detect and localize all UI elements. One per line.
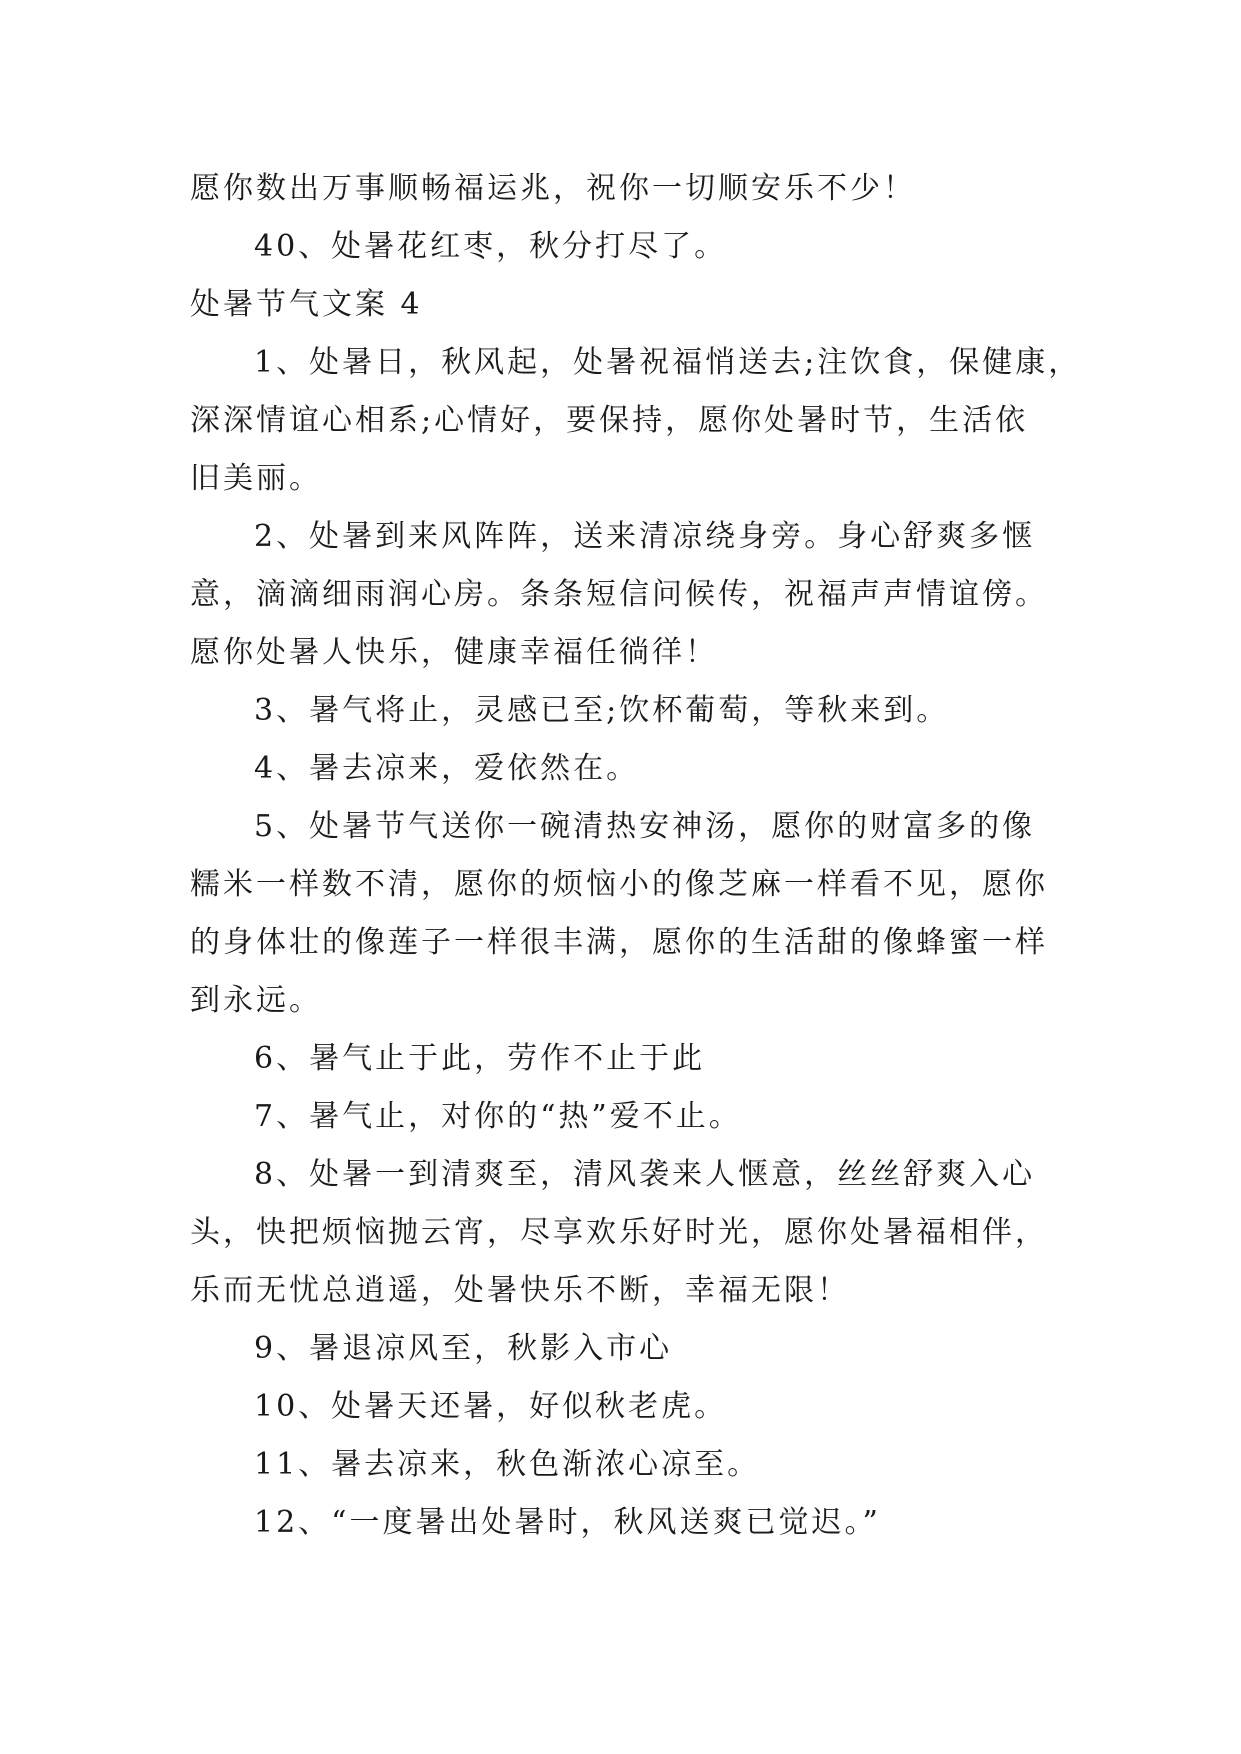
text-line: 糯米一样数不清，愿你的烦恼小的像芝麻一样看不见，愿你 bbox=[190, 867, 1048, 902]
text-line: 12、“一度暑出处暑时，秋风送爽已觉迟。” bbox=[254, 1505, 881, 1540]
text-line: 乐而无忧总逍遥，处暑快乐不断，幸福无限！ bbox=[190, 1273, 850, 1308]
text-line: 深深情谊心相系;心情好，要保持，愿你处暑时节，生活依 bbox=[190, 403, 1029, 438]
text-line: 3、暑气将止，灵感已至;饮杯葡萄，等秋来到。 bbox=[254, 693, 950, 728]
text-line: 旧美丽。 bbox=[190, 461, 322, 496]
text-line: 愿你处暑人快乐，健康幸福任徜徉！ bbox=[190, 635, 718, 670]
text-line: 8、处暑一到清爽至，清风袭来人惬意，丝丝舒爽入心 bbox=[254, 1157, 1036, 1192]
text-line: 到永远。 bbox=[190, 983, 322, 1018]
text-line: 4、暑去凉来，爱依然在。 bbox=[254, 751, 640, 786]
text-line: 10、处暑天还暑，好似秋老虎。 bbox=[254, 1389, 728, 1424]
section-heading: 处暑节气文案 4 bbox=[190, 287, 423, 322]
text-line: 的身体壮的像莲子一样很丰满，愿你的生活甜的像蜂蜜一样 bbox=[190, 925, 1048, 960]
text-line: 5、处暑节气送你一碗清热安神汤，愿你的财富多的像 bbox=[254, 809, 1036, 844]
text-line: 1、处暑日，秋风起，处暑祝福悄送去;注饮食，保健康， bbox=[254, 345, 1082, 380]
text-line: 9、暑退凉风至，秋影入市心 bbox=[254, 1331, 673, 1366]
text-line: 6、暑气止于此，劳作不止于此 bbox=[254, 1041, 706, 1076]
text-line: 意，滴滴细雨润心房。条条短信问候传，祝福声声情谊傍。 bbox=[190, 577, 1048, 612]
text-line: 11、暑去凉来，秋色渐浓心凉至。 bbox=[254, 1447, 761, 1482]
text-line: 头，快把烦恼抛云宵，尽享欢乐好时光，愿你处暑福相伴， bbox=[190, 1215, 1048, 1250]
text-line: 7、暑气止，对你的“热”爱不止。 bbox=[254, 1099, 742, 1134]
text-line: 40、处暑花红枣，秋分打尽了。 bbox=[254, 229, 728, 264]
text-line: 愿你数出万事顺畅福运兆，祝你一切顺安乐不少！ bbox=[190, 171, 916, 206]
document-body bbox=[190, 160, 1082, 1552]
text-line: 2、处暑到来风阵阵，送来清凉绕身旁。身心舒爽多惬 bbox=[254, 519, 1036, 554]
